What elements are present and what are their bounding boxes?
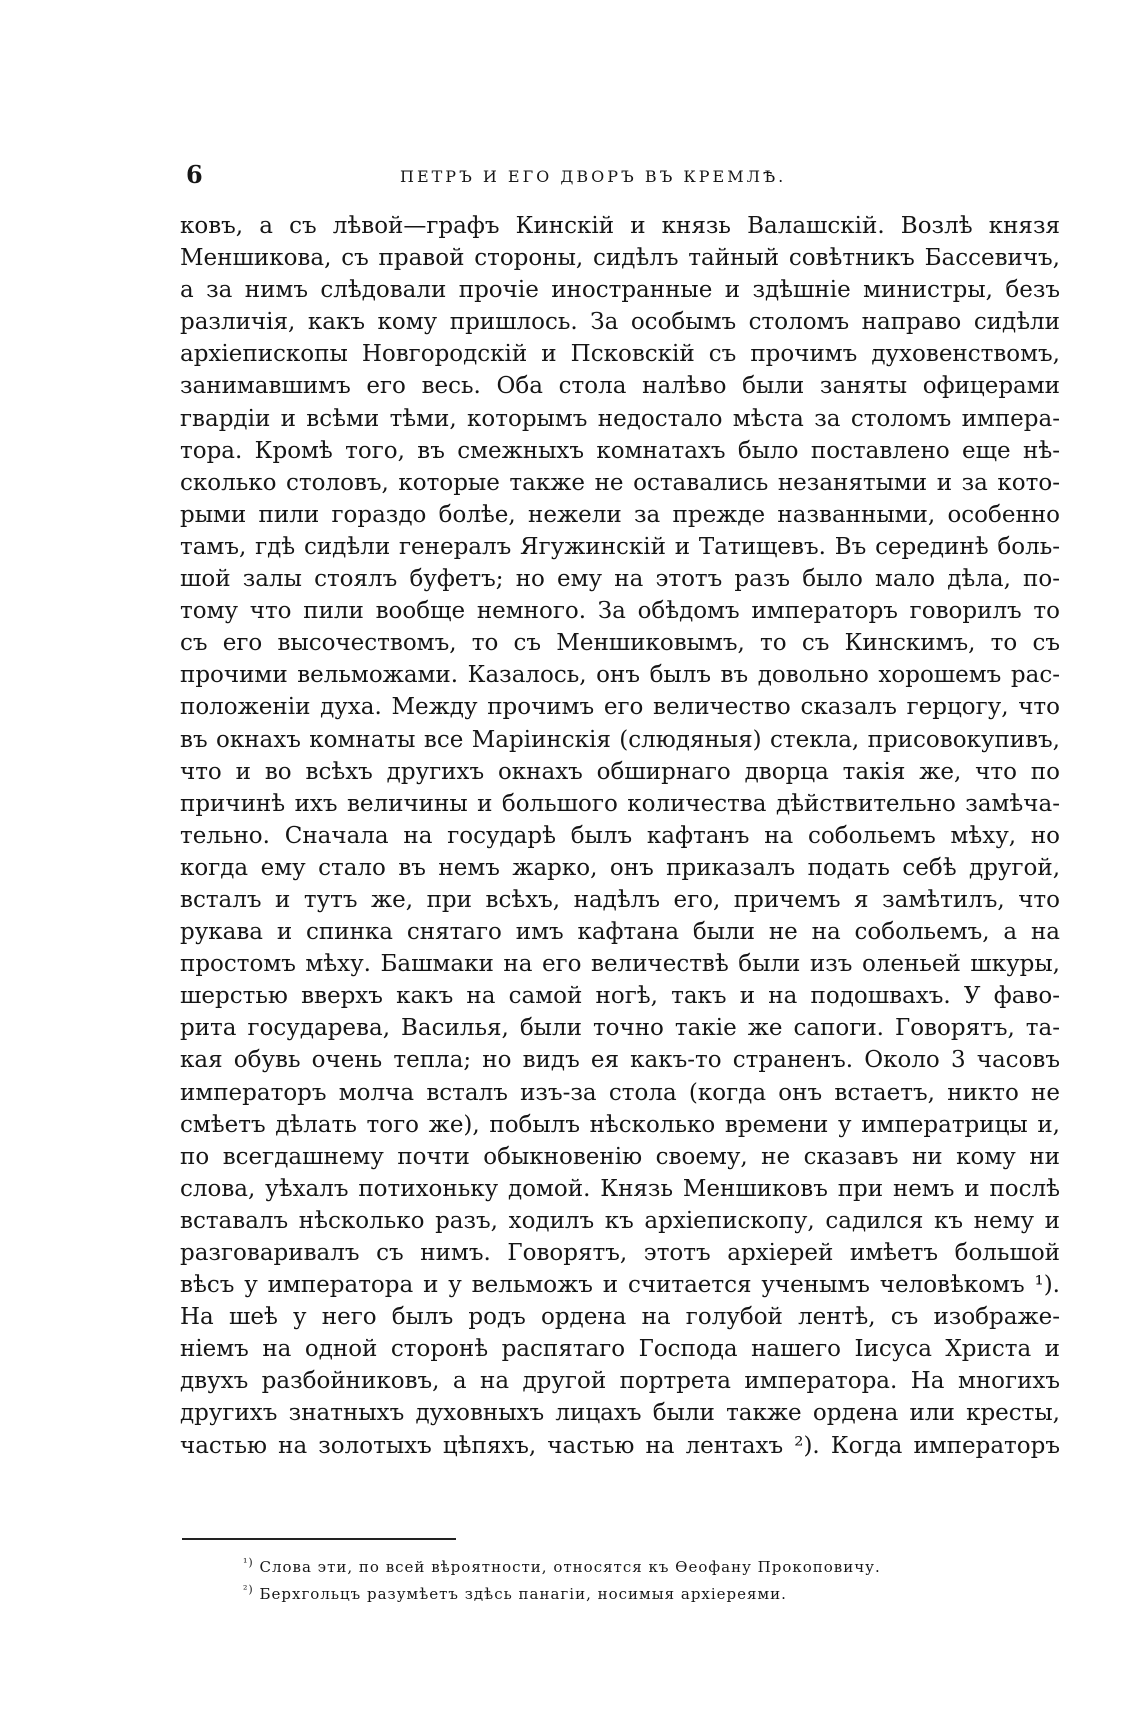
text-line: тельно. Сначала на государѣ былъ кафтанъ на собольемъ мѣху, но [180, 822, 1060, 849]
text-line: а за нимъ слѣдовали прочіе иностранные и здѣшніе министры, безъ [180, 277, 1060, 304]
text-line: тора. Кромѣ того, въ смежныхъ комнатахъ было поставлено еще нѣ- [180, 437, 1060, 464]
text-line: въ окнахъ комнаты все Маріинскія (слюдяныя) стекла, присовокупивъ, [180, 726, 1060, 753]
text-line: императоръ молча всталъ изъ-за стола (когда онъ встаетъ, никто не [180, 1079, 1060, 1106]
text-line: рита государева, Василья, были точно такіе же сапоги. Говорятъ, та- [180, 1015, 1060, 1042]
text-line: гвардіи и всѣми тѣми, которымъ недостало мѣста за столомъ импера- [180, 405, 1060, 432]
footnote-2 [243, 1581, 1023, 1608]
text-line: слова, уѣхалъ потихоньку домой. Князь Меншиковъ при немъ и послѣ [180, 1175, 1060, 1202]
text-line: причинѣ ихъ величины и большого количества дѣйствительно замѣча- [180, 790, 1060, 817]
text-line: прочими вельможами. Казалось, онъ былъ въ довольно хорошемъ рас- [180, 662, 1060, 689]
text-line: кая обувь очень тепла; но видъ ея какъ-то страненъ. Около 3 часовъ [180, 1047, 1060, 1074]
footnote-text: Берхгольцъ разумѣетъ здѣсь панагіи, носимыя архіереями. [259, 1585, 787, 1603]
text-line: различія, какъ кому пришлось. За особымъ столомъ направо сидѣли [180, 309, 1060, 336]
text-line: шерстью вверхъ какъ на самой ногѣ, такъ и на подошвахъ. У фаво- [180, 983, 1060, 1010]
text-line: положеніи духа. Между прочимъ его величество сказалъ герцогу, что [180, 694, 1060, 721]
footnote-marker: ²) [243, 1583, 254, 1596]
footnote-1 [243, 1554, 1023, 1581]
text-line: вставалъ нѣсколько разъ, ходилъ къ архіепископу, садился къ нему и [180, 1207, 1060, 1234]
text-line: частью на золотыхъ цѣпяхъ, частью на лентахъ ²). Когда императоръ [180, 1432, 1060, 1459]
text-line: Меншикова, съ правой стороны, сидѣлъ тайный совѣтникъ Бассевичъ, [180, 245, 1060, 272]
text-line: тому что пили вообще немного. За обѣдомъ императоръ говорилъ то [180, 598, 1060, 625]
text-line: архіепископы Новгородскій и Псковскій съ прочимъ духовенствомъ, [180, 341, 1060, 368]
text-line: рукава и спинка снятаго имъ кафтана были не на собольемъ, а на [180, 919, 1060, 946]
text-line: ковъ, а съ лѣвой—графъ Кинскій и князь Валашскій. Возлѣ князя [180, 213, 1060, 239]
footnotes [243, 1554, 1023, 1608]
text-line: ніемъ на одной сторонѣ распятаго Господа нашего Іисуса Христа и [180, 1336, 1060, 1363]
text-line: когда ему стало въ немъ жарко, онъ приказалъ подать себѣ другой, [180, 854, 1060, 881]
text-line: смѣетъ дѣлать того же), побылъ нѣсколько времени у императрицы и, [180, 1111, 1060, 1138]
text-line: двухъ разбойниковъ, а на другой портрета императора. На многихъ [180, 1368, 1060, 1395]
footnote-separator [182, 1538, 456, 1540]
text-line: простомъ мѣху. Башмаки на его величествѣ были изъ оленьей шкуры, [180, 951, 1060, 978]
text-line: другихъ знатныхъ духовныхъ лицахъ были также ордена или кресты, [180, 1400, 1060, 1427]
text-line: На шеѣ у него былъ родъ ордена на голубой лентѣ, съ изображе- [180, 1304, 1060, 1331]
footnote-marker: ¹) [243, 1556, 254, 1569]
text-line: съ его высочествомъ, то съ Меншиковымъ, то съ Кинскимъ, то съ [180, 630, 1060, 657]
body-text [180, 210, 1060, 1462]
footnote-text: Слова эти, по всей вѣроятности, относятся къ Ѳеофану Прокоповичу. [259, 1558, 881, 1576]
text-line: рыми пили гораздо болѣе, нежели за прежде названными, особенно [180, 501, 1060, 528]
text-line: что и во всѣхъ другихъ окнахъ обширнаго дворца такія же, что по [180, 758, 1060, 785]
running-title: ПЕТРЪ И ЕГО ДВОРЪ ВЪ КРЕМЛѢ. [400, 167, 787, 186]
text-line: шой залы стоялъ буфетъ; но ему на этотъ разъ было мало дѣла, по- [180, 566, 1060, 593]
text-line: разговаривалъ съ нимъ. Говорятъ, этотъ архіерей имѣетъ большой [180, 1240, 1060, 1266]
text-line: сколько столовъ, которые также не оставались незанятыми и за кото- [180, 469, 1060, 496]
text-line: всталъ и тутъ же, при всѣхъ, надѣлъ его, причемъ я замѣтилъ, что [180, 886, 1060, 913]
text-line: по всегдашнему почти обыкновенію своему, не сказавъ ни кому ни [180, 1143, 1060, 1170]
text-line: занимавшимъ его весь. Оба стола налѣво были заняты офицерами [180, 373, 1060, 400]
page-number: 6 [186, 160, 203, 189]
text-line: тамъ, гдѣ сидѣли генералъ Ягужинскій и Татищевъ. Въ серединѣ боль- [180, 533, 1060, 560]
text-line: вѣсъ у императора и у вельможъ и считается ученымъ человѣкомъ ¹). [180, 1272, 1060, 1299]
